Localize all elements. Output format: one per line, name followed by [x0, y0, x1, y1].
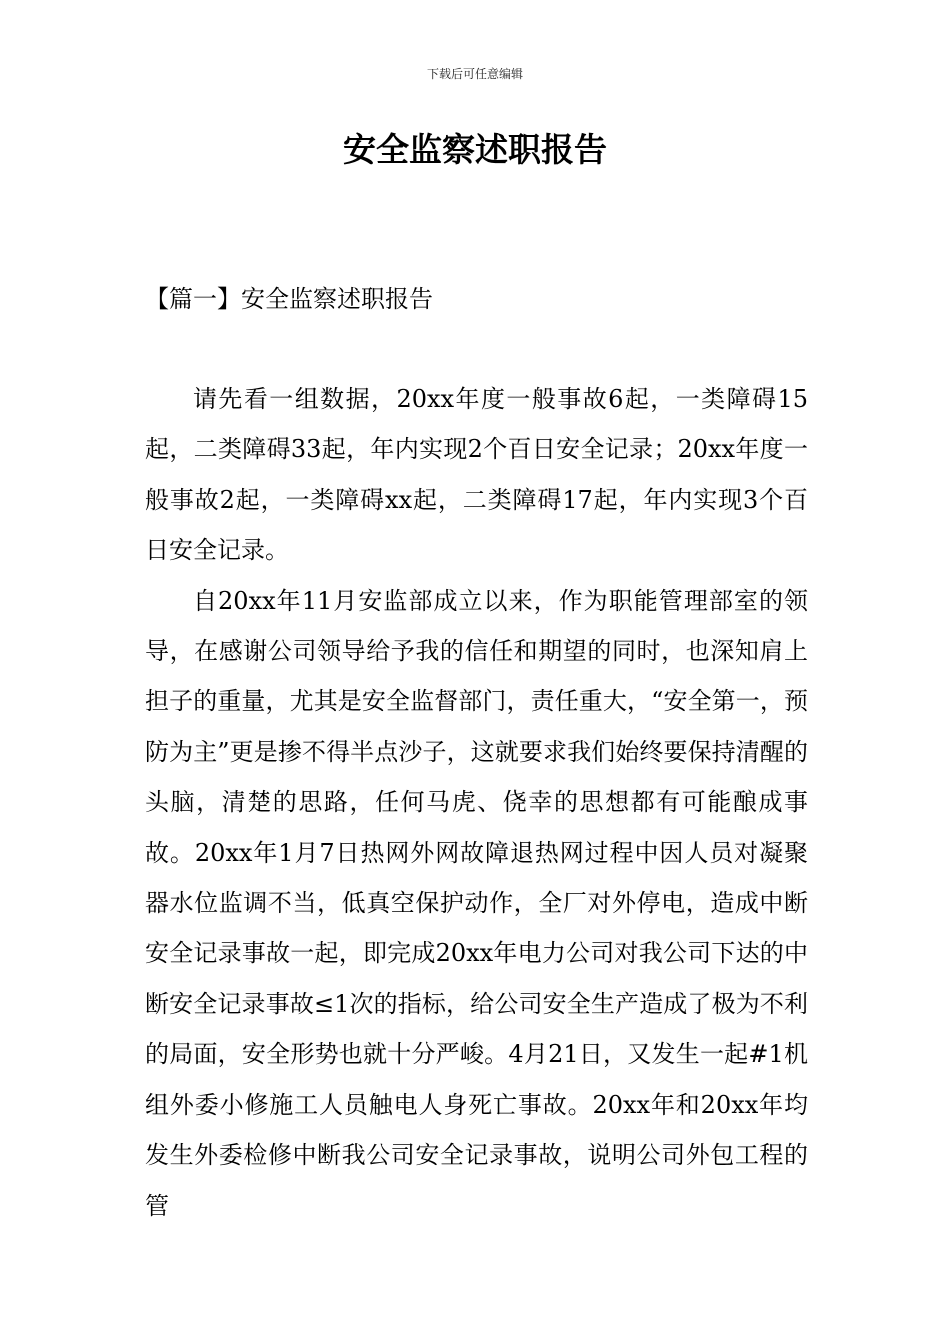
document-body — [145, 374, 808, 1231]
section-heading: 【篇一】安全监察述职报告 — [145, 285, 433, 313]
paragraph-statistics: 请先看一组数据，20xx年度一般事故6起，一类障碍15起，二类障碍33起，年内实现2个百日安全记录；20xx年度一般事故2起，一类障碍xx起，二类障碍17起，年内实现3个百日安全记录。 — [145, 385, 808, 565]
document-title: 安全监察述职报告 — [343, 130, 607, 169]
paragraph-department-report: 自20xx年11月安监部成立以来，作为职能管理部室的领导，在感谢公司领导给予我的信任和期望的同时，也深知肩上担子的重量，尤其是安全监督部门，责任重大，“安全第一，预防为主”更是掺不得半点沙子，这就要求我们始终要保持清醒的头脑，清楚的思路，任何马虎、侥幸的思想都有可能酿成事故。20xx年1月7日热网外网故障退热网过程中因人员对凝聚器水位监调不当，低真空保护动作，全厂对外停电，造成中断安全记录事故一起，即完成20xx年电力公司对我公司下达的中断安全记录事故≤1次的指标，给公司安全生产造成了极为不利的局面，安全形势也就十分严峻。4月21日，又发生一起#1机组外委小修施工人员触电人身死亡事故。20xx年和20xx年均发生外委检修中断我公司安全记录事故，说明公司外包工程的管 — [145, 586, 808, 1220]
page-header-note: 下载后可任意编辑 — [426, 67, 523, 81]
